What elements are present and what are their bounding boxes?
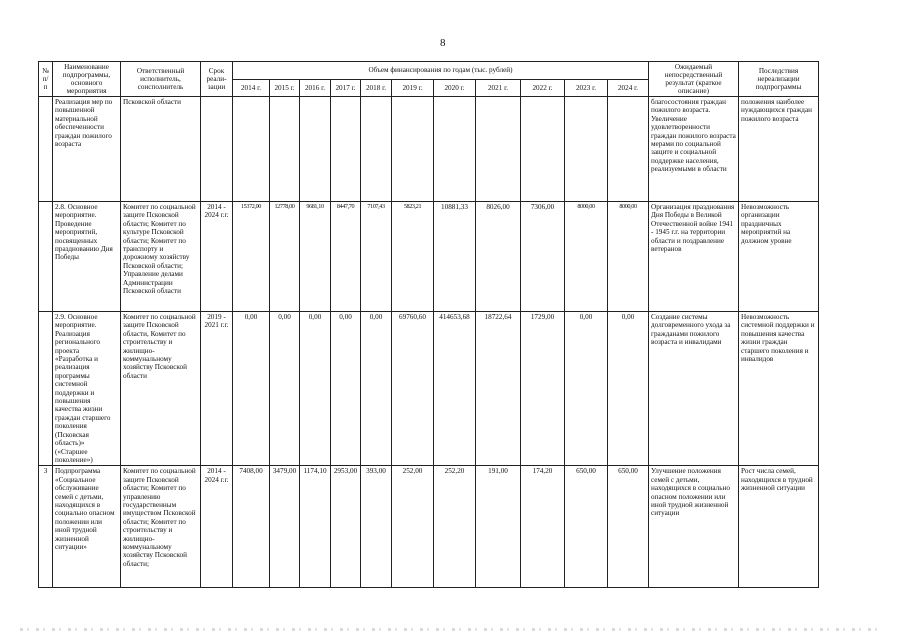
row-value: 7107,43 xyxy=(361,202,392,312)
row-value: 393,00 xyxy=(361,466,392,588)
table-row xyxy=(39,466,819,588)
row-value: 0,00 xyxy=(361,312,392,466)
row-value: 15372,00 xyxy=(233,202,270,312)
row-value: 0,00 xyxy=(233,312,270,466)
row-value: 252,00 xyxy=(392,466,434,588)
row-consequences: Рост числа семей, находящихся в трудной жизненной ситуации xyxy=(739,466,819,588)
row-value: 18722,64 xyxy=(476,312,521,466)
row-value xyxy=(300,97,331,202)
row-value xyxy=(476,97,521,202)
row-name: 2.8. Основное мероприятие. Проведение мероприятий, посвященных празднованию Дня Победы xyxy=(53,202,121,312)
row-term xyxy=(201,97,233,202)
row-term: 2014 - 2024 г.г. xyxy=(201,466,233,588)
row-value: 10881,33 xyxy=(434,202,476,312)
row-value: 5823,21 xyxy=(392,202,434,312)
row-value: 174,20 xyxy=(521,466,565,588)
row-term: 2019 - 2021 г.г. xyxy=(201,312,233,466)
row-value: 8000,00 xyxy=(608,202,649,312)
row-value: 12778,00 xyxy=(270,202,300,312)
header-funding: Объем финансирования по годам (тыс. рублей) xyxy=(233,62,649,80)
row-no xyxy=(39,202,53,312)
row-value xyxy=(392,97,434,202)
row-result: Создание системы долговременного ухода за гражданами пожилого возраста и инвалидами xyxy=(649,312,739,466)
row-value xyxy=(565,97,608,202)
row-no xyxy=(39,312,53,466)
row-no xyxy=(39,97,53,202)
page-number: 8 xyxy=(440,37,446,49)
row-value xyxy=(331,97,361,202)
row-value xyxy=(521,97,565,202)
header-name: Наименование подпрограммы, основного мероприятия xyxy=(53,62,121,97)
row-consequences: положения наиболее нуждающихся граждан пожилого возраста xyxy=(739,97,819,202)
header-no: № п/п xyxy=(39,62,53,97)
header-result: Ожидаемый непосредственный результат (краткое описание) xyxy=(649,62,739,97)
header-year: 2023 г. xyxy=(565,79,608,97)
row-value xyxy=(270,97,300,202)
header-executor: Ответственный исполнитель, соисполнитель xyxy=(121,62,201,97)
row-value: 7306,00 xyxy=(521,202,565,312)
row-value xyxy=(434,97,476,202)
row-name: 2.9. Основное мероприятие. Реализация регионального проекта «Разработка и реализация программы системной поддержки и повышения качества жизни граждан старшего поколения (Псковская область)» («Старшее поколение») xyxy=(53,312,121,466)
row-value: 1729,00 xyxy=(521,312,565,466)
header-year: 2024 г. xyxy=(608,79,649,97)
table-row xyxy=(39,202,819,312)
row-term: 2014 - 2024 г.г. xyxy=(201,202,233,312)
row-value: 8026,00 xyxy=(476,202,521,312)
row-value: 0,00 xyxy=(300,312,331,466)
header-row-1 xyxy=(39,62,819,80)
row-value: 3479,00 xyxy=(270,466,300,588)
header-year: 2020 г. xyxy=(434,79,476,97)
row-value: 650,00 xyxy=(608,466,649,588)
row-value: 8000,00 xyxy=(565,202,608,312)
scan-artifact xyxy=(20,628,880,631)
row-executor: Комитет по социальной защите Псковской области, Комитет по строительству и жилищно-коммунальному хозяйству Псковской области xyxy=(121,312,201,466)
row-value xyxy=(608,97,649,202)
header-year: 2014 г. xyxy=(233,79,270,97)
header-year: 2022 г. xyxy=(521,79,565,97)
row-value: 8447,70 xyxy=(331,202,361,312)
header-year: 2021 г. xyxy=(476,79,521,97)
row-value: 2953,00 xyxy=(331,466,361,588)
row-name: Подпрограмма «Социальное обслуживание семей с детьми, находящихся в социально опасном положении или иной трудной жизненной ситуации» xyxy=(53,466,121,588)
table-row xyxy=(39,97,819,202)
program-table xyxy=(38,61,819,588)
row-consequences: Невозможность системной поддержки и повышения качества жизни граждан старшего поколения и инвалидов xyxy=(739,312,819,466)
row-value xyxy=(233,97,270,202)
row-value: 650,00 xyxy=(565,466,608,588)
row-executor: Комитет по социальной защите Псковской области; Комитет по управлению государственным имуществом Псковской области; Комитет по строительству и жилищно-коммунальному хозяйству Псковской области; xyxy=(121,466,201,588)
header-year: 2016 г. xyxy=(300,79,331,97)
row-value: 0,00 xyxy=(331,312,361,466)
row-result: благосостояния граждан пожилого возраста. Увеличение удовлетворенности граждан пожилого возраста мерами по социальной защите и социальной поддержке населения, реализуемыми в области xyxy=(649,97,739,202)
row-value: 0,00 xyxy=(608,312,649,466)
header-year: 2015 г. xyxy=(270,79,300,97)
row-value: 9681,10 xyxy=(300,202,331,312)
row-value: 252,20 xyxy=(434,466,476,588)
header-consequences: Последствия нереализации подпрограммы xyxy=(739,62,819,97)
row-consequences: Невозможность организации праздничных мероприятий на должном уровне xyxy=(739,202,819,312)
header-term: Срок реали-зации xyxy=(201,62,233,97)
header-year: 2018 г. xyxy=(361,79,392,97)
header-year: 2017 г. xyxy=(331,79,361,97)
row-result: Улучшение положения семей с детьми, находящихся в социально опасном положении или иной трудной жизненной ситуации xyxy=(649,466,739,588)
row-executor: Псковской области xyxy=(121,97,201,202)
row-result: Организация празднования Дня Победы в Великой Отечественной войне 1941 - 1945 г.г. на территории области и поздравление ветеранов xyxy=(649,202,739,312)
row-value: 69760,60 xyxy=(392,312,434,466)
row-value: 0,00 xyxy=(565,312,608,466)
row-executor: Комитет по социальной защите Псковской области; Комитет по культуре Псковской области; Комитет по транспорту и дорожному хозяйству Псковской области; Управление делами Администрации Псковской области xyxy=(121,202,201,312)
row-value: 414653,68 xyxy=(434,312,476,466)
row-value: 7408,00 xyxy=(233,466,270,588)
row-value: 1174,10 xyxy=(300,466,331,588)
row-name: Реализация мер по повышенной материальной обеспеченности граждан пожилого возраста xyxy=(53,97,121,202)
table-row xyxy=(39,312,819,466)
row-no: 3 xyxy=(39,466,53,588)
row-value: 0,00 xyxy=(270,312,300,466)
row-value: 191,00 xyxy=(476,466,521,588)
row-value xyxy=(361,97,392,202)
header-year: 2019 г. xyxy=(392,79,434,97)
